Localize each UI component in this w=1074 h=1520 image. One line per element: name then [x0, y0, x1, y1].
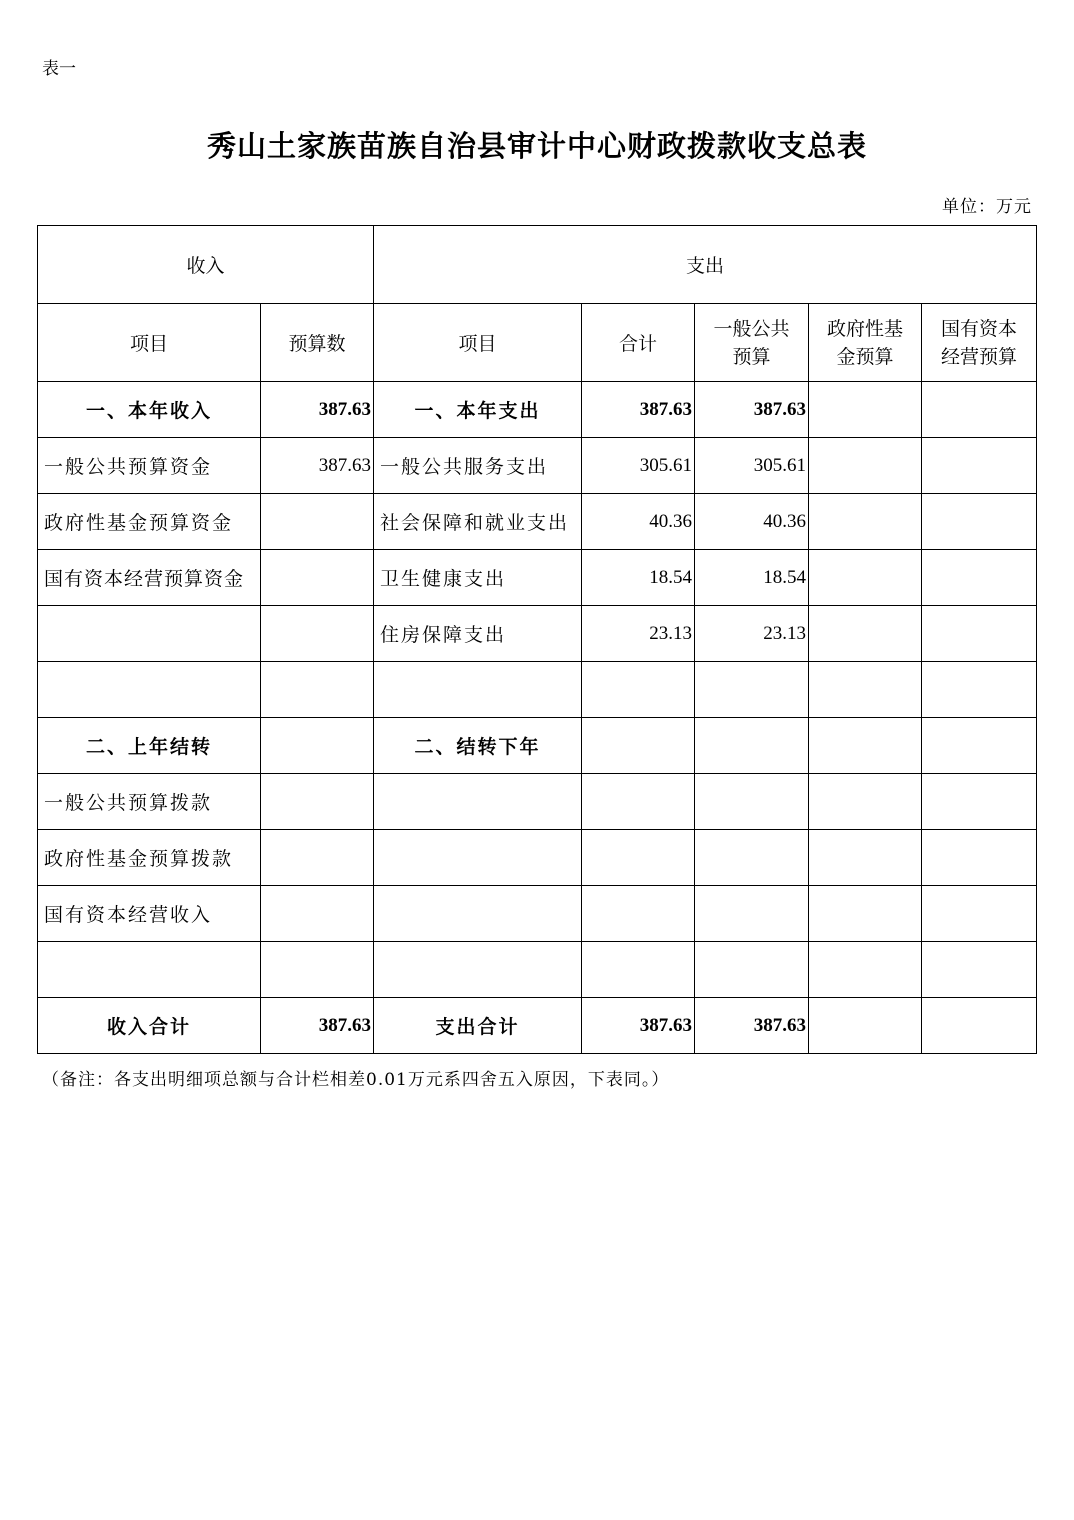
gov-fund-cell: [809, 382, 922, 438]
table-row: [38, 494, 1037, 550]
total-cell: [582, 830, 695, 886]
totals-row: [38, 998, 1037, 1054]
document-title: 秀山土家族苗族自治县审计中心财政拨款收支总表: [206, 129, 867, 163]
income-item-cell: 政府性基金预算拨款: [38, 830, 261, 886]
state-capital-cell: [922, 830, 1037, 886]
general-cell: [695, 774, 809, 830]
total-cell: 23.13: [582, 606, 695, 662]
general-cell: [695, 718, 809, 774]
table-row: [38, 718, 1037, 774]
income-budget-cell: [261, 494, 374, 550]
income-budget-cell: [261, 718, 374, 774]
gov-fund-cell: [809, 830, 922, 886]
total-cell: [582, 718, 695, 774]
gov-fund-cell: [809, 550, 922, 606]
general-cell: [695, 662, 809, 718]
income-section-header: 收入: [38, 226, 374, 304]
state-capital-cell: [922, 550, 1037, 606]
col-expense-item: 项目: [374, 304, 582, 382]
gov-fund-cell: [809, 774, 922, 830]
unit-label: 单位：万元: [942, 197, 1032, 217]
table-row: [38, 550, 1037, 606]
income-budget-cell: [261, 830, 374, 886]
income-item-cell: 一般公共预算资金: [38, 438, 261, 494]
income-budget-cell: [261, 606, 374, 662]
expense-item-cell: 支出合计: [374, 998, 582, 1054]
col-gov-fund-budget: 政府性基 金预算: [809, 304, 922, 382]
state-capital-cell: [922, 774, 1037, 830]
table-row: [38, 942, 1037, 998]
income-item-cell: 国有资本经营收入: [38, 886, 261, 942]
general-cell: [695, 886, 809, 942]
expense-item-cell: 住房保障支出: [374, 606, 582, 662]
gov-fund-cell: [809, 662, 922, 718]
budget-summary-table: [37, 225, 1037, 1054]
total-cell: 18.54: [582, 550, 695, 606]
total-cell: 305.61: [582, 438, 695, 494]
general-cell: 387.63: [695, 998, 809, 1054]
expense-section-header: 支出: [374, 226, 1037, 304]
table-row: [38, 774, 1037, 830]
expense-item-cell: [374, 662, 582, 718]
state-capital-cell: [922, 886, 1037, 942]
state-capital-cell: [922, 382, 1037, 438]
gov-fund-cell: [809, 494, 922, 550]
total-cell: [582, 774, 695, 830]
state-capital-cell: [922, 438, 1037, 494]
income-item-cell: 国有资本经营预算资金: [38, 550, 261, 606]
income-item-cell: 一、本年收入: [38, 382, 261, 438]
income-budget-cell: [261, 774, 374, 830]
col-income-item: 项目: [38, 304, 261, 382]
income-item-cell: 二、上年结转: [38, 718, 261, 774]
general-cell: [695, 830, 809, 886]
gov-fund-cell: [809, 886, 922, 942]
income-budget-cell: [261, 886, 374, 942]
income-item-cell: [38, 942, 261, 998]
gov-fund-cell: [809, 998, 922, 1054]
table-row: [38, 382, 1037, 438]
income-budget-cell: [261, 550, 374, 606]
expense-item-cell: 二、结转下年: [374, 718, 582, 774]
table-row: [38, 606, 1037, 662]
income-item-cell: [38, 606, 261, 662]
income-item-cell: 一般公共预算拨款: [38, 774, 261, 830]
total-cell: 387.63: [582, 998, 695, 1054]
income-item-cell: [38, 662, 261, 718]
income-budget-cell: 387.63: [261, 998, 374, 1054]
gov-fund-cell: [809, 438, 922, 494]
general-cell: 305.61: [695, 438, 809, 494]
total-cell: [582, 942, 695, 998]
expense-item-cell: 一、本年支出: [374, 382, 582, 438]
general-cell: 40.36: [695, 494, 809, 550]
total-cell: 40.36: [582, 494, 695, 550]
gov-fund-cell: [809, 606, 922, 662]
general-cell: [695, 942, 809, 998]
expense-item-cell: [374, 774, 582, 830]
expense-item-cell: [374, 830, 582, 886]
state-capital-cell: [922, 606, 1037, 662]
gov-fund-cell: [809, 942, 922, 998]
expense-item-cell: 社会保障和就业支出: [374, 494, 582, 550]
column-header-row: [38, 304, 1037, 382]
table-row: [38, 886, 1037, 942]
state-capital-cell: [922, 662, 1037, 718]
expense-item-cell: 卫生健康支出: [374, 550, 582, 606]
income-budget-cell: [261, 662, 374, 718]
state-capital-cell: [922, 998, 1037, 1054]
income-budget-cell: 387.63: [261, 382, 374, 438]
total-cell: 387.63: [582, 382, 695, 438]
total-cell: [582, 886, 695, 942]
state-capital-cell: [922, 718, 1037, 774]
general-cell: 18.54: [695, 550, 809, 606]
state-capital-cell: [922, 494, 1037, 550]
table-row: [38, 662, 1037, 718]
gov-fund-cell: [809, 718, 922, 774]
total-cell: [582, 662, 695, 718]
col-total: 合计: [582, 304, 695, 382]
general-cell: 23.13: [695, 606, 809, 662]
expense-item-cell: 一般公共服务支出: [374, 438, 582, 494]
col-state-capital-budget: 国有资本 经营预算: [922, 304, 1037, 382]
table-row: [38, 830, 1037, 886]
income-item-cell: 政府性基金预算资金: [38, 494, 261, 550]
footnote: （备注：各支出明细项总额与合计栏相差0.01万元系四舍五入原因，下表同。）: [42, 1070, 670, 1090]
state-capital-cell: [922, 942, 1037, 998]
table-number-label: 表一: [42, 59, 76, 79]
income-budget-cell: [261, 942, 374, 998]
col-general-budget: 一般公共 预算: [695, 304, 809, 382]
income-budget-cell: 387.63: [261, 438, 374, 494]
expense-item-cell: [374, 942, 582, 998]
table-row: [38, 438, 1037, 494]
income-item-cell: 收入合计: [38, 998, 261, 1054]
col-income-budget: 预算数: [261, 304, 374, 382]
section-header-row: [38, 226, 1037, 304]
general-cell: 387.63: [695, 382, 809, 438]
expense-item-cell: [374, 886, 582, 942]
